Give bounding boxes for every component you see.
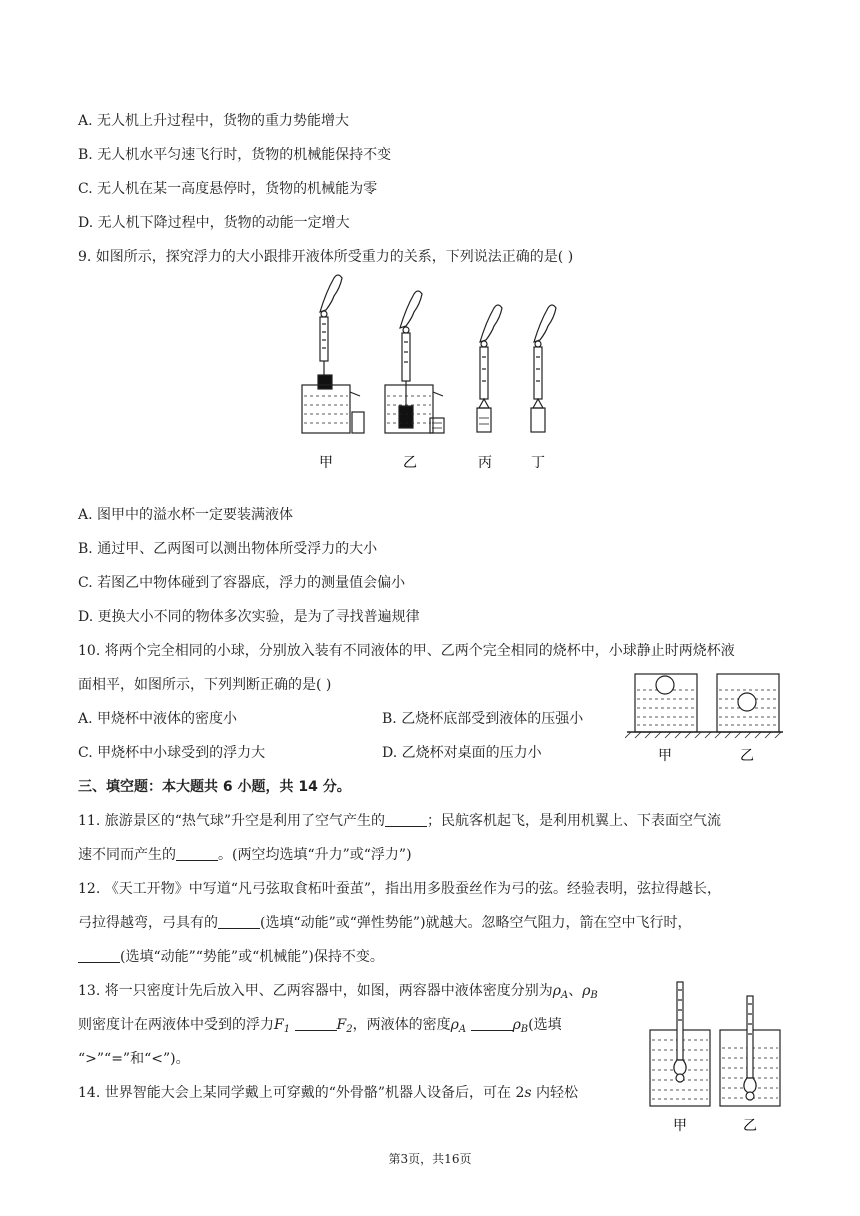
q13-f1: F: [274, 1017, 284, 1033]
q13-line3: “>”“=”和“<”)。: [78, 1051, 190, 1067]
q13-sub-a-2: A: [458, 1024, 467, 1035]
q12-blank-2: [78, 948, 120, 963]
q9-option-a: A. 图甲中的溢水杯一定要装满液体: [78, 507, 294, 523]
q13-rho-b: ρ: [582, 983, 591, 999]
q13-rho-a: ρ: [552, 983, 561, 999]
q13-label-yi: 乙: [743, 1118, 757, 1134]
q14-unit: s: [524, 1085, 532, 1101]
q10-option-c: C. 甲烧杯中小球受到的浮力大: [78, 745, 266, 761]
q13-text-3: ，两液体的密度: [352, 1017, 451, 1033]
q9-figure: [290, 272, 570, 474]
q13-line1: [78, 981, 598, 1003]
q10-option-a: A. 甲烧杯中液体的密度小: [78, 711, 238, 727]
q8-option-b: B. 无人机水平匀速飞行时，货物的机械能保持不变: [78, 147, 392, 163]
q9-label-yi: 乙: [403, 455, 417, 471]
q11-line2: [78, 845, 412, 865]
q14-text-2: 内轻松: [531, 1085, 579, 1101]
q11-blank-2: [176, 846, 218, 861]
q9-stem: 9. 如图所示，探究浮力的大小跟排开液体所受重力的关系，下列说法正确的是( ): [78, 249, 574, 265]
q10-label-yi: 乙: [740, 748, 754, 764]
section3-heading: 三、填空题：本大题共 6 小题，共 14 分。: [78, 779, 351, 795]
q13-sub-b-2: B: [520, 1024, 529, 1035]
q11-text-4: 。(两空均选填“升力”或“浮力”): [218, 847, 412, 863]
q13-f2: F: [336, 1017, 347, 1033]
q9-option-c: C. 若图乙中物体碰到了容器底，浮力的测量值会偏小: [78, 575, 406, 591]
q13-blank-2: [471, 1016, 513, 1031]
q14-text-1: 14. 世界智能大会上某同学戴上可穿戴的“外骨骼”机器人设备后，可在 2: [78, 1085, 525, 1101]
q8-option-c: C. 无人机在某一高度悬停时，货物的机械能为零: [78, 181, 378, 197]
q10-option-d: D. 乙烧杯对桌面的压力小: [382, 745, 542, 761]
q13-figure: [640, 978, 790, 1136]
q13-text-2: 则密度计在两液体中受到的浮力: [78, 1017, 274, 1033]
q13-rho-a-2: ρ: [450, 1017, 459, 1033]
q12-text-1: 弓拉得越弯，弓具有的: [78, 915, 218, 931]
q10-figure: [625, 668, 785, 770]
q12-line1: 12. 《天工开物》中写道“凡弓弦取食柘叶蚕茧”，指出用多股蚕丝作为弓的弦。经验表明，弦拉得越长，: [78, 881, 722, 897]
q13-text-4: (选填: [528, 1017, 562, 1033]
q11-text-3: 速不同而产生的: [78, 847, 176, 863]
q13-text-1: 13. 将一只密度计先后放入甲、乙两容器中，如图，两容器中液体密度分别为: [78, 983, 553, 999]
q13-sub-a: A: [560, 990, 569, 1001]
q10-label-jia: 甲: [658, 748, 672, 764]
q12-text-3: (选填“动能”“势能”或“机械能”)保持不变。: [120, 949, 384, 965]
q13-blank-1: [295, 1016, 337, 1031]
q14-line1: [78, 1083, 578, 1103]
q13-rho-b-2: ρ: [512, 1017, 521, 1033]
q10-stem-line2: 面相平，如图所示，下列判断正确的是( ): [78, 677, 332, 693]
q13-line2: [78, 1015, 562, 1037]
q9-option-d: D. 更换大小不同的物体多次实验，是为了寻找普遍规律: [78, 609, 420, 625]
q9-option-b: B. 通过甲、乙两图可以测出物体所受浮力的大小: [78, 541, 378, 557]
q13-sub-2: 2: [346, 1024, 353, 1035]
q12-line3: [78, 947, 384, 967]
q13-sep: 、: [568, 983, 583, 999]
q11-text-1: 11. 旅游景区的“热气球”升空是利用了空气产生的: [78, 813, 386, 829]
q9-label-bing: 丙: [478, 455, 492, 471]
q8-option-a: A. 无人机上升过程中，货物的重力势能增大: [78, 113, 350, 129]
q11-blank-1: [385, 812, 427, 827]
q9-label-ding: 丁: [531, 455, 545, 471]
q13-label-jia: 甲: [673, 1118, 687, 1134]
page-footer: 第3页，共16页: [388, 1152, 472, 1166]
q10-stem-line1: 10. 将两个完全相同的小球，分别放入装有不同液体的甲、乙两个完全相同的烧杯中，小球静止时两烧杯液: [78, 643, 735, 659]
q10-option-b: B. 乙烧杯底部受到液体的压强小: [382, 711, 584, 727]
q12-text-2: (选填“动能”或“弹性势能”)就越大。忽略空气阻力，箭在空中飞行时，: [260, 915, 692, 931]
q12-line2: [78, 913, 692, 933]
q11-line1: [78, 811, 721, 831]
q13-sub-1: 1: [283, 1024, 291, 1035]
q12-blank-1: [218, 914, 260, 929]
q13-sub-b: B: [590, 990, 598, 1001]
q9-label-jia: 甲: [319, 455, 333, 471]
q8-option-d: D. 无人机下降过程中，货物的动能一定增大: [78, 215, 350, 231]
q11-text-2: ；民航客机起飞，是利用机翼上、下表面空气流: [427, 813, 722, 829]
